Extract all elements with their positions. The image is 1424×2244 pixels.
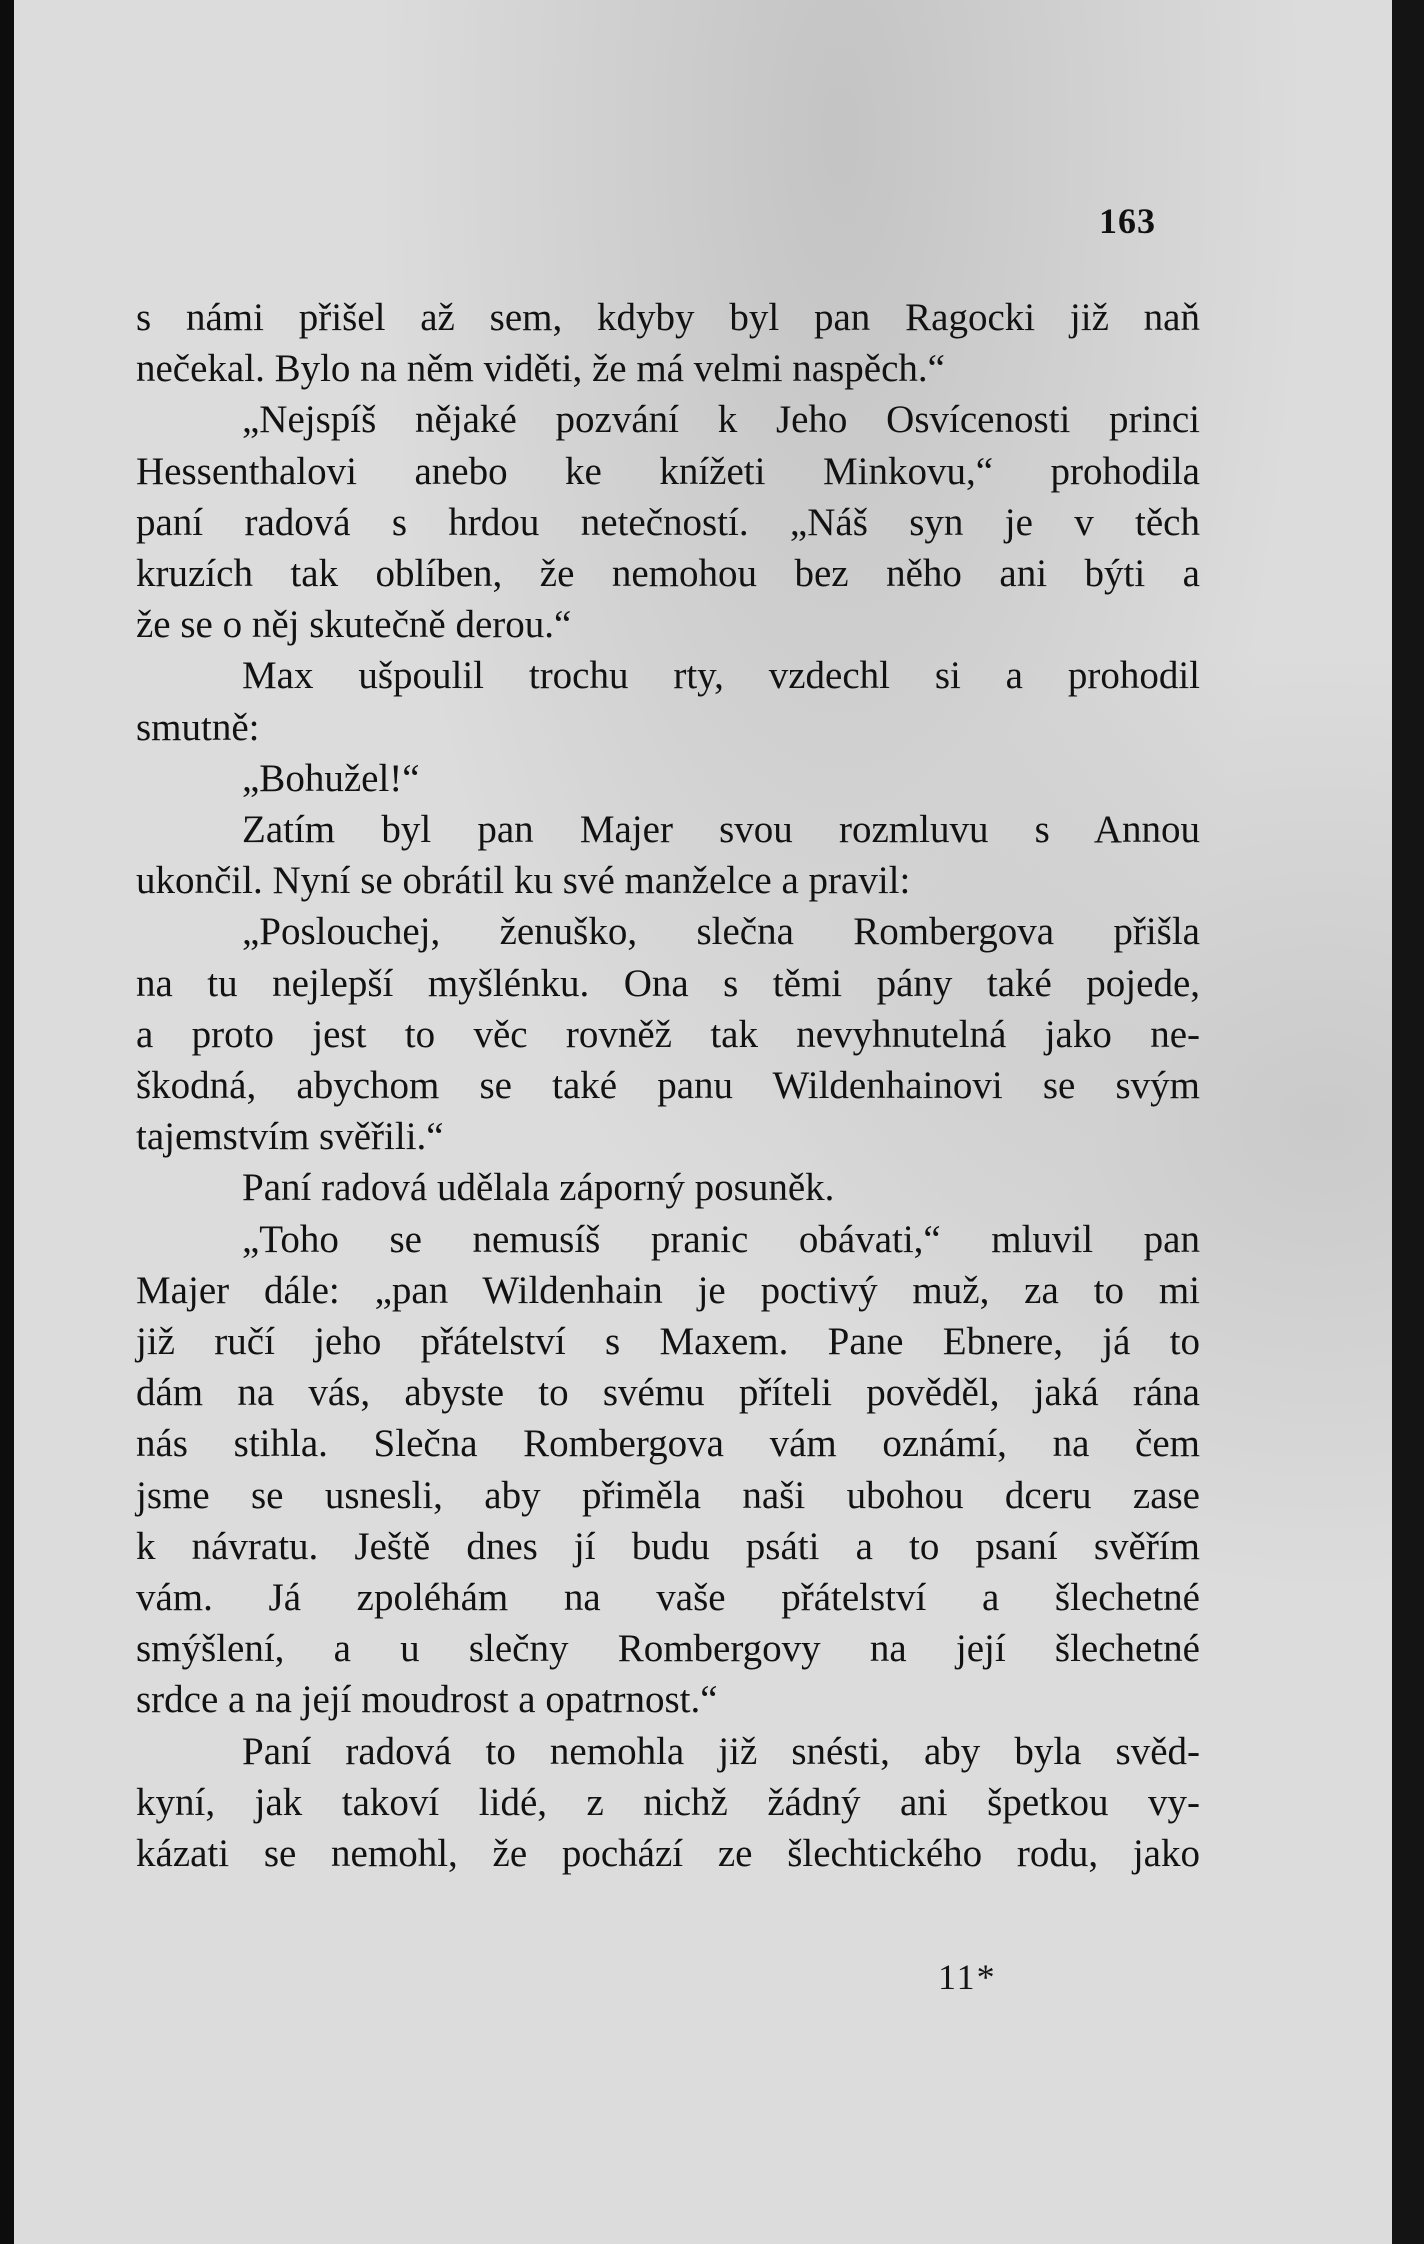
text-line: kyní, jak takoví lidé, z nichž žádný ani špetkou vy- <box>136 1780 1200 1824</box>
printer-signature-mark: 11* <box>938 1957 997 1997</box>
text-line: Paní radová udělala záporný posuněk. <box>242 1166 835 1210</box>
text-line: tajemstvím svěřili.“ <box>136 1115 444 1159</box>
text-line: kázati se nemohl, že pochází ze šlechtického rodu, jako <box>136 1832 1200 1876</box>
book-page <box>14 0 1392 2244</box>
text-line: Paní radová to nemohla již snésti, aby byla svěd- <box>242 1729 1200 1773</box>
text-line: na tu nejlepší myšlénku. Ona s těmi pány také pojede, <box>136 961 1200 1005</box>
text-line: Majer dále: „pan Wildenhain je poctivý muž, za to mi <box>136 1268 1200 1312</box>
text-line: „Toho se nemusíš pranic obávati,“ mluvil pan <box>242 1217 1200 1261</box>
page-body-text <box>136 292 1200 1879</box>
text-line: srdce a na její moudrost a opatrnost.“ <box>136 1678 718 1722</box>
text-line: a proto jest to věc rovněž tak nevyhnutelná jako ne- <box>136 1012 1200 1056</box>
text-line: Max ušpoulil trochu rty, vzdechl si a prohodil <box>242 654 1200 698</box>
text-line: škodná, abychom se také panu Wildenhainovi se svým <box>136 1064 1200 1108</box>
page-number: 163 <box>1099 201 1156 241</box>
text-line: smýšlení, a u slečny Rombergovy na její šlechetné <box>136 1627 1200 1671</box>
text-line: vám. Já zpoléhám na vaše přátelství a šlechetné <box>136 1576 1200 1620</box>
text-line: smutně: <box>136 705 260 749</box>
text-line: „Bohužel!“ <box>242 756 420 800</box>
text-line: paní radová s hrdou netečností. „Náš syn je v těch <box>136 500 1200 544</box>
text-line: nás stihla. Slečna Rombergova vám oznámí, na čem <box>136 1422 1200 1466</box>
book-gutter-shadow <box>0 0 14 2244</box>
text-line: ukončil. Nyní se obrátil ku své manželce a pravil: <box>136 859 911 903</box>
text-line: jsme se usnesli, aby přiměla naši ubohou dceru zase <box>136 1473 1200 1517</box>
text-line: Zatím byl pan Majer svou rozmluvu s Annou <box>242 808 1200 852</box>
text-line: s námi přišel až sem, kdyby byl pan Ragocki již naň <box>136 296 1200 339</box>
text-line: nečekal. Bylo na něm viděti, že má velmi naspěch.“ <box>136 347 945 391</box>
text-line: „Poslouchej, ženuško, slečna Rombergova přišla <box>242 910 1200 954</box>
text-line: kruzích tak oblíben, že nemohou bez něho ani býti a <box>136 552 1200 596</box>
text-line: k návratu. Ještě dnes jí budu psáti a to psaní svěřím <box>136 1524 1200 1568</box>
text-line: již ručí jeho přátelství s Maxem. Pane Ebnere, já to <box>136 1320 1200 1364</box>
text-line: „Nejspíš nějaké pozvání k Jeho Osvícenosti princi <box>242 398 1200 442</box>
text-line: že se o něj skutečně derou.“ <box>136 603 572 647</box>
text-line: Hessenthalovi anebo ke knížeti Minkovu,“ prohodila <box>136 449 1200 493</box>
text-line: dám na vás, abyste to svému příteli pověděl, jaká rána <box>136 1371 1200 1415</box>
page-right-edge-shadow <box>1392 0 1424 2244</box>
